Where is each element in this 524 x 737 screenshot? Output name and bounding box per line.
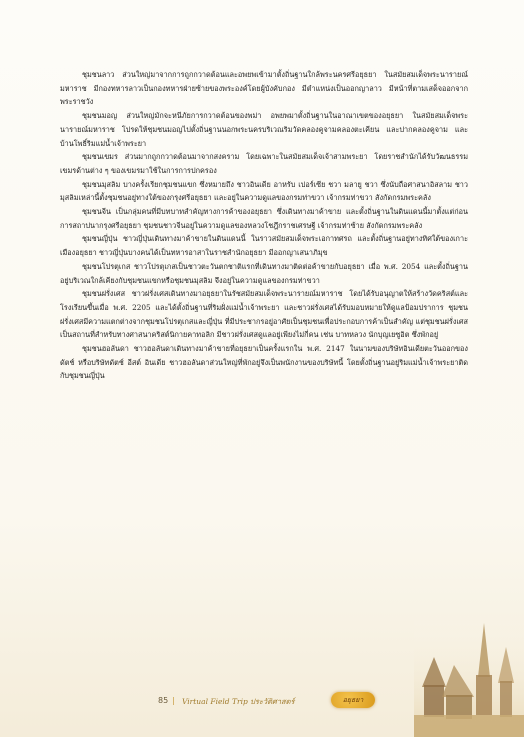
- document-body: [60, 68, 468, 383]
- paragraph-khmer-community: ชุมชนเขมร ส่วนมากถูกกวาดต้อนมาจากสงคราม โดยเฉพาะในสมัยสมเด็จเจ้าสามพระยา โดยราชสำนักได้รับวัฒนธรรมเขมรด้านต่าง ๆ ของเขมรมาใช้ในการการปกครอง: [60, 152, 468, 175]
- paragraph-japanese-community: ชุมชนญี่ปุ่น ชาวญี่ปุ่นเดินทางมาค้าขายในดินแดนนี้ ในราวสมัยสมเด็จพระเอกาทศรถ และตั้งถิ่นฐานอยู่ทางทิศใต้ของเกาะเมืองอยุธยา ชาวญี่ปุ่นบางคนได้เป็นทหารอาสาในราชสำนักอยุธยา มีออกญาเสนาภิมุข: [60, 234, 468, 258]
- paragraph-lao-community: ชุมชนลาว ส่วนใหญ่มาจากการถูกกวาดต้อนและอพยพเข้ามาตั้งถิ่นฐานใกล้พระนครศรีอยุธยา ในสมัยสมเด็จพระนารายณ์มหาราช มีกองทหารลาวเป็นกองทหารฝ่ายซ้ายของพระองค์โดยผู้บังคับกอง มีตำแหน่งเป็นออกญาลาว มีหน้าที่ตามเสด็จออกจากพระราชวัง: [60, 70, 468, 107]
- paragraph-muslim-community: ชุมชนมุสลิม บางครั้งเรียกชุมชนแขก ซึ่งหมายถึง ชาวอินเดีย อาหรับ เปอร์เซีย ชวา มลายู ชวา ซึ่งนับถือศาสนาอิสลาม ชาวมุสลิมเหล่านี้ตั้งชุมชนอยู่ทางใต้ของกรุงศรีอยุธยา และอยู่ในความดูแลของกรมท่าขวา เจ้ากรมท่าขวา สังกัดกรมพระคลัง: [60, 179, 468, 203]
- paragraph-mon-community: ชุมชนมอญ ส่วนใหญ่มักจะหนีภัยการกวาดต้อนของพม่า อพยพมาตั้งถิ่นฐานในอาณาเขตของอยุธยา ในสมัยสมเด็จพระนารายณ์มหาราช โปรดให้ชุมชนมอญไปตั้งถิ่นฐานนอกพระนครบริเวณริมวัดคลองคูจามคลองตะเคียน และปากคลองคูจาม และบ้านโพธิ์ริมแม่น้ำเจ้าพระยา: [60, 111, 468, 148]
- paragraph-portuguese-community: ชุมชนโปรตุเกส ชาวโปรตุเกสเป็นชาวตะวันตกชาติแรกที่เดินทางมาติดต่อค้าขายกับอยุธยา เมื่อ พ.ศ. 2054 และตั้งถิ่นฐานอยู่บริเวณใกล้เคียงกับชุมชนแขกหรือชุมชนมุสลิม จึงอยู่ในความดูแลของกรมท่าขวา: [60, 261, 468, 285]
- paragraph-chinese-community: ชุมชนจีน เป็นกลุ่มคนที่มีบทบาทสำคัญทางการค้าของอยุธยา ซึ่งเดินทางมาค้าขาย และตั้งถิ่นฐานในดินแดนนี้มาตั้งแต่ก่อนการสถาปนากรุงศรีอยุธยา ชุมชนชาวจีนอยู่ในความดูแลของหลวงโชฎึกราชเศรษฐี เจ้ากรมท่าซ้าย สังกัดกรมพระคลัง: [60, 207, 468, 230]
- paragraph-french-community: ชุมชนฝรั่งเศส ชาวฝรั่งเศสเดินทางมาอยุธยาในรัชสมัยสมเด็จพระนารายณ์มหาราช โดยได้รับอนุญาตให้สร้างวัดคริสต์และโรงเรียนขึ้นเมื่อ พ.ศ. 2205 และได้ตั้งถิ่นฐานที่ริมฝั่งแม่น้ำเจ้าพระยา และชาวฝรั่งเศสได้รับมอบหมายให้ดูแลป้อมปราการ ชุมชนฝรั่งเศสมีความแตกต่างจากชุมชนโปรตุเกสและญี่ปุ่น ที่มีประชากรอยู่อาศัยเป็นชุมชนเพื่อประกอบการค้าเป็นสำคัญ แต่ชุมชนฝรั่งเศสเป็นสถานที่สำหรับทางศาสนาคริสต์นิกายคาทอลิก มีชาวฝรั่งเศสดูแลอยู่เพียงไม่กี่คน เช่น บาทหลวง นักบุญเยซูอิต ซึ่งพักอยู่: [60, 289, 468, 340]
- footer-title: Virtual Field Trip ประวัติศาสตร์: [182, 697, 295, 706]
- paragraph-dutch-community: ชุมชนฮอลันดา ชาวฮอลันดาเดินทางมาค้าขายที่อยุธยาเป็นครั้งแรกใน พ.ศ. 2147 ในนามของบริษัทอินเดียตะวันออกของดัตช์ หรือบริษัทดัตช์ อีสต์ อินเดีย ชาวฮอลันดาส่วนใหญ่ที่พักอยู่จึงเป็นพนักงานของบริษัทนี้ โดยตั้งถิ่นฐานอยู่ริมแม่น้ำเจ้าพระยาติดกับชุมชนญี่ปุ่น: [60, 344, 468, 381]
- page-number: 85: [158, 696, 169, 705]
- footer-divider: |: [172, 696, 175, 705]
- footer-badge-label: อยุธยา: [342, 696, 364, 704]
- temple-illustration: [414, 617, 524, 737]
- footer-badge: [331, 692, 375, 708]
- page-footer: [0, 692, 524, 712]
